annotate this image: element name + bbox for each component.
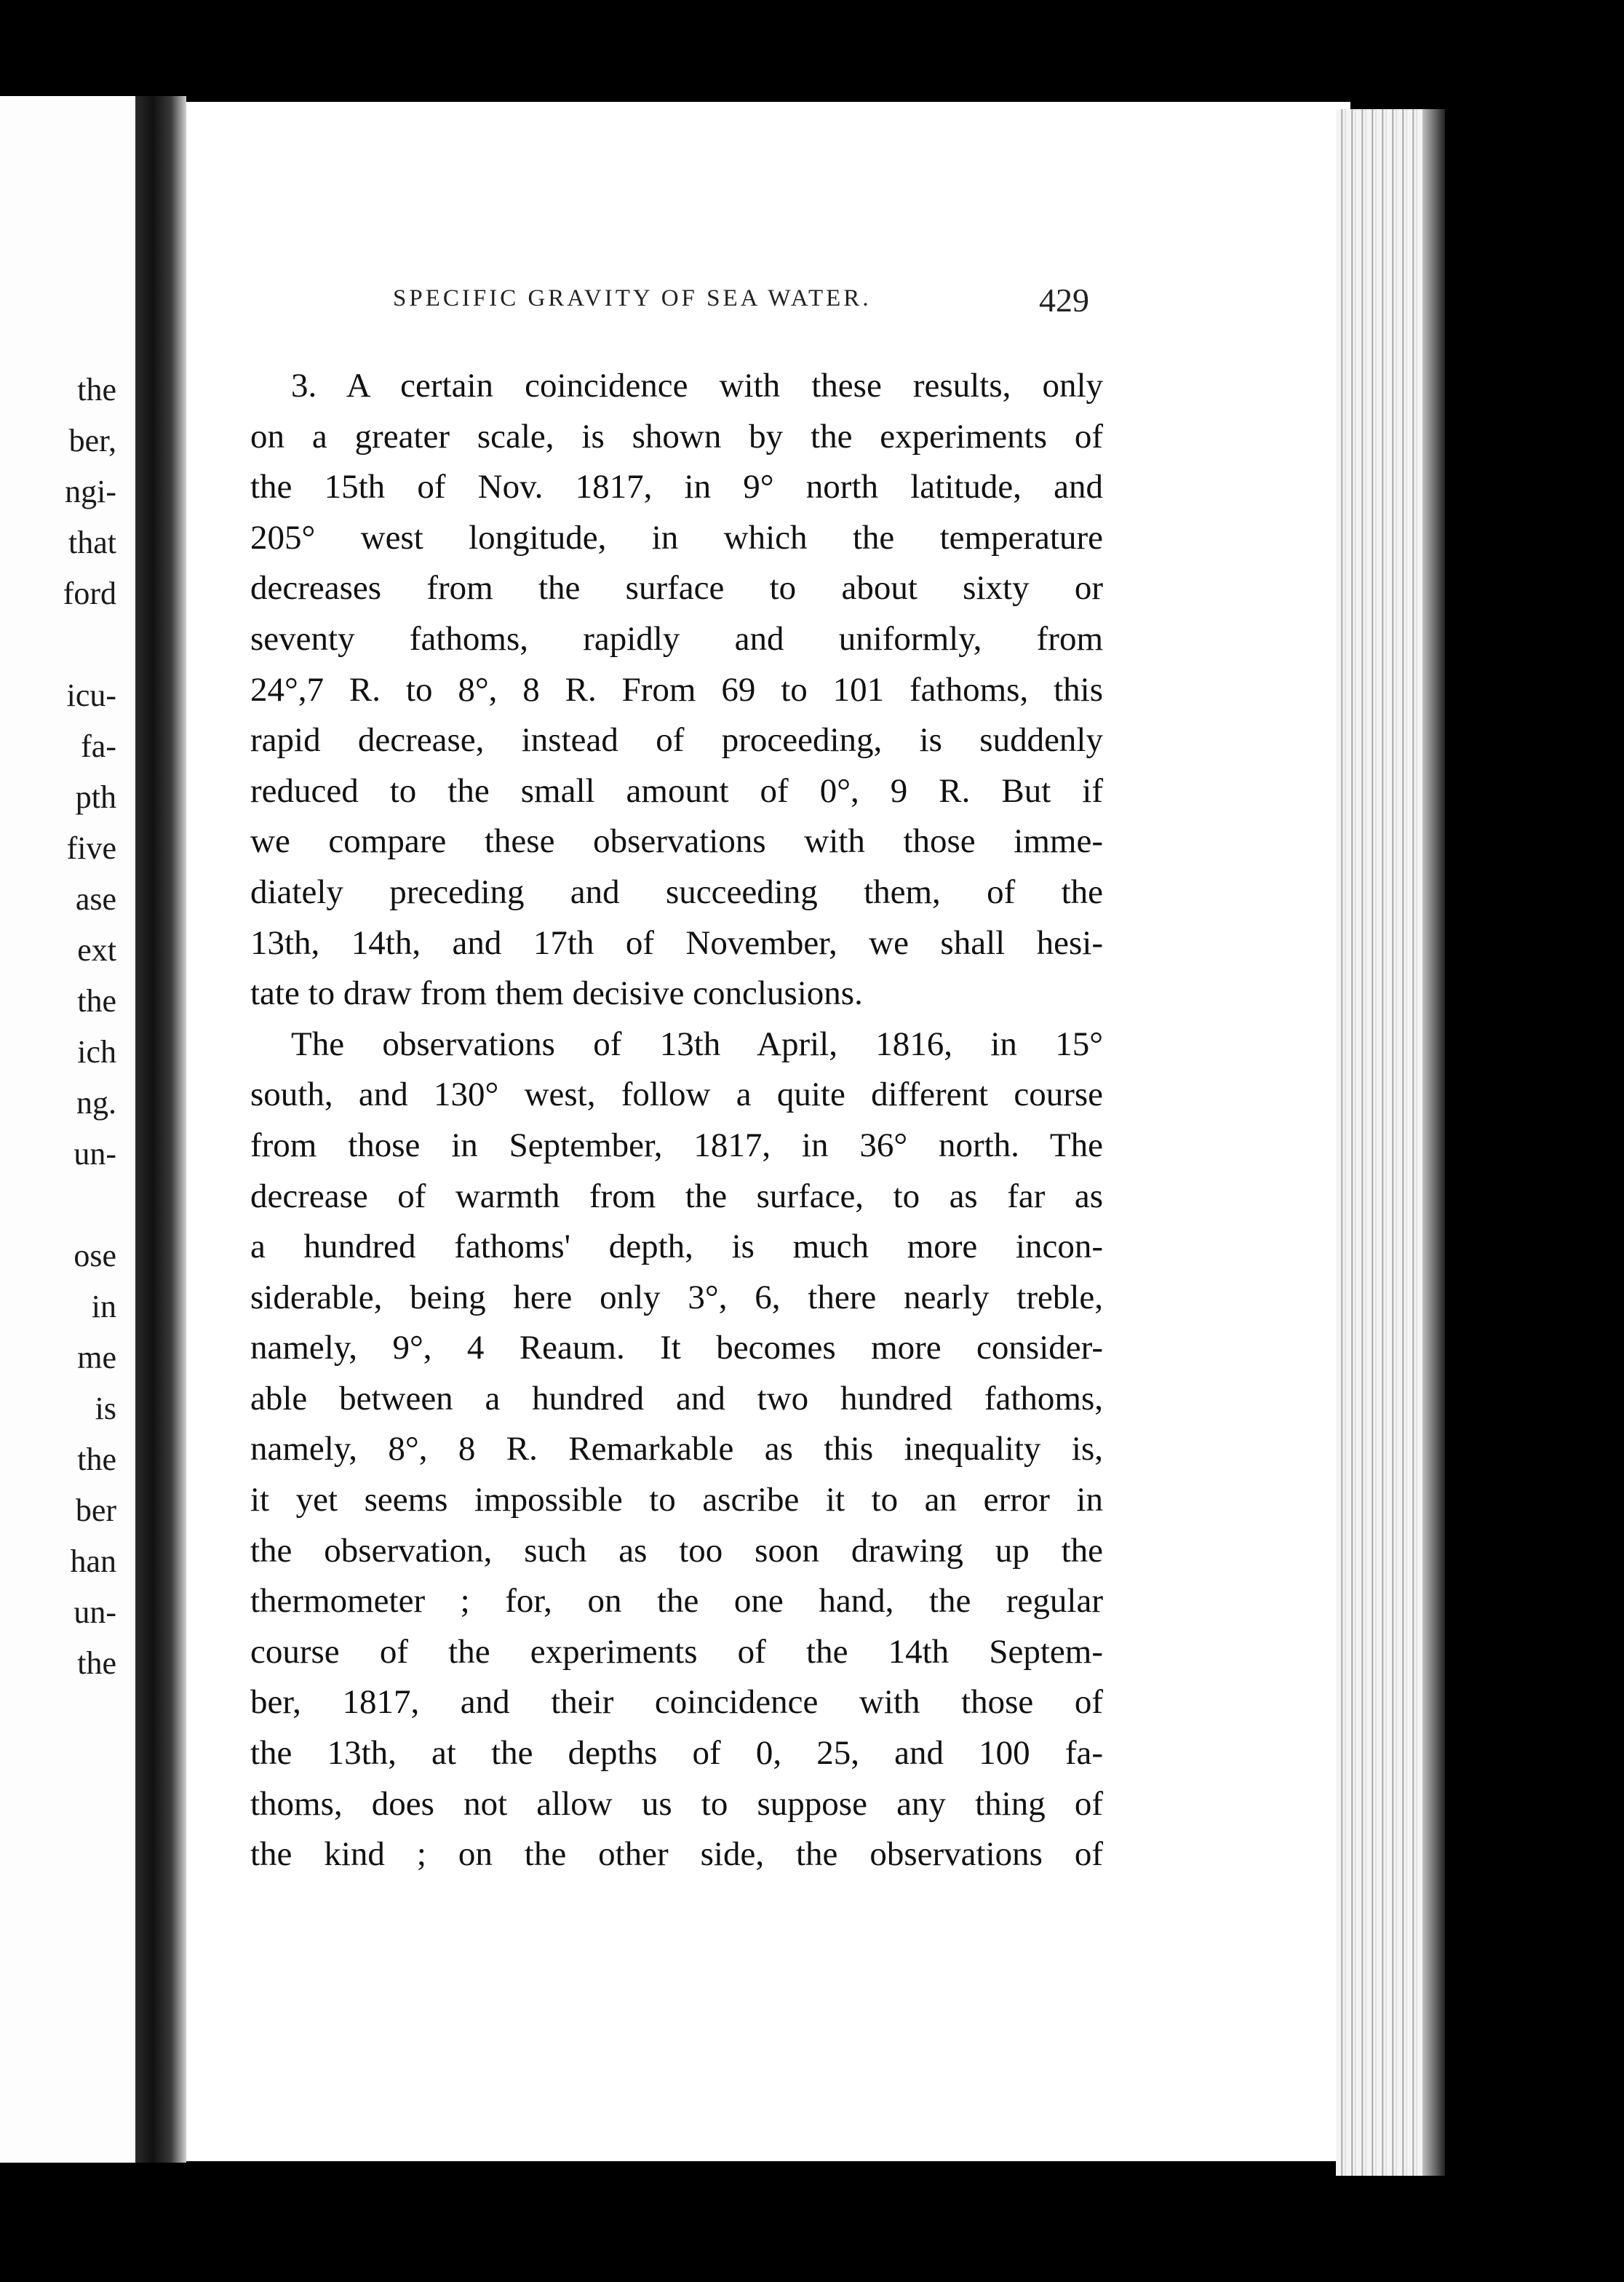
text-line: it yet seems impossible to ascribe it to an error in [250,1481,1103,1519]
text-line: siderable, being here only 3°, 6, there nearly treble, [250,1278,1103,1316]
text-line: the 13th, at the depths of 0, 25, and 100 fa- [250,1734,1103,1773]
text-line: decrease of warmth from the surface, to as far as [250,1177,1103,1215]
text-line: thermometer ; for, on the one hand, the regular [250,1582,1103,1621]
left-fragment: ich [77,1034,116,1070]
text-line: on a greater scale, is shown by the experiments of [250,417,1103,456]
left-fragment: five [66,830,116,866]
text-line: namely, 8°, 8 R. Remarkable as this inequality is, [250,1430,1103,1468]
text-line: tate to draw from them decisive conclusions. [250,974,863,1013]
left-fragment: the [77,1645,116,1681]
left-fragment: in [91,1289,116,1324]
left-fragment: un- [73,1136,116,1172]
text-line: the kind ; on the other side, the observations of [250,1835,1103,1874]
left-fragment: fa- [81,728,116,764]
left-fragment: the [77,372,116,408]
left-fragment: ber, [68,423,116,458]
text-line: a hundred fathoms' depth, is much more incon- [250,1228,1103,1266]
page-edges [1336,109,1445,2176]
left-fragment: ase [75,881,116,917]
left-fragment: pth [75,779,116,815]
text-line: able between a hundred and two hundred fathoms, [250,1379,1103,1418]
text-line: the observation, such as too soon drawing up the [250,1531,1103,1570]
left-fragment: ford [63,576,116,611]
left-fragment: is [95,1391,116,1426]
text-line: The observations of 13th April, 1816, in 15° [291,1025,1103,1063]
body-text [250,361,1103,1880]
left-fragment: ngi- [65,474,116,509]
text-line: diately preceding and succeeding them, of the [250,872,1103,911]
left-fragment: the [77,983,116,1019]
left-fragment: ext [77,932,116,968]
text-line: from those in September, 1817, in 36° north. The [250,1126,1103,1164]
left-fragment: un- [73,1594,116,1630]
text-line: seventy fathoms, rapidly and uniformly, from [250,619,1103,658]
book-gutter [135,96,186,2163]
left-fragment: ber [75,1492,116,1528]
text-line: 205° west longitude, in which the temperature [250,518,1103,557]
left-fragment: ng. [76,1085,116,1121]
text-line: course of the experiments of the 14th Septem- [250,1632,1103,1671]
text-line: 3. A certain coincidence with these results, only [291,367,1103,405]
running-head: SPECIFIC GRAVITY OF SEA WATER. [393,285,872,311]
text-line: 13th, 14th, and 17th of November, we shall hesi- [250,923,1103,962]
text-line: thoms, does not allow us to suppose any thing of [250,1784,1103,1823]
text-line: reduced to the small amount of 0°, 9 R. But if [250,771,1103,810]
left-fragment: the [77,1442,116,1477]
text-line: rapid decrease, instead of proceeding, is suddenly [250,721,1103,760]
left-fragment: me [77,1340,116,1375]
text-line: ber, 1817, and their coincidence with those of [250,1683,1103,1722]
left-fragment: han [70,1543,116,1579]
text-line: south, and 130° west, follow a quite different course [250,1076,1103,1114]
left-fragment: that [68,525,116,560]
left-fragment: ose [73,1238,116,1273]
text-line: decreases from the surface to about sixty or [250,569,1103,608]
text-line: the 15th of Nov. 1817, in 9° north latitude, and [250,468,1103,506]
text-line: 24°,7 R. to 8°, 8 R. From 69 to 101 fathoms, this [250,670,1103,709]
left-facing-page [0,96,135,2163]
text-line: we compare these observations with those imme- [250,822,1103,861]
left-fragment: icu- [66,677,116,713]
page-number: 429 [1039,282,1089,319]
text-line: namely, 9°, 4 Reaum. It becomes more consider- [250,1329,1103,1367]
